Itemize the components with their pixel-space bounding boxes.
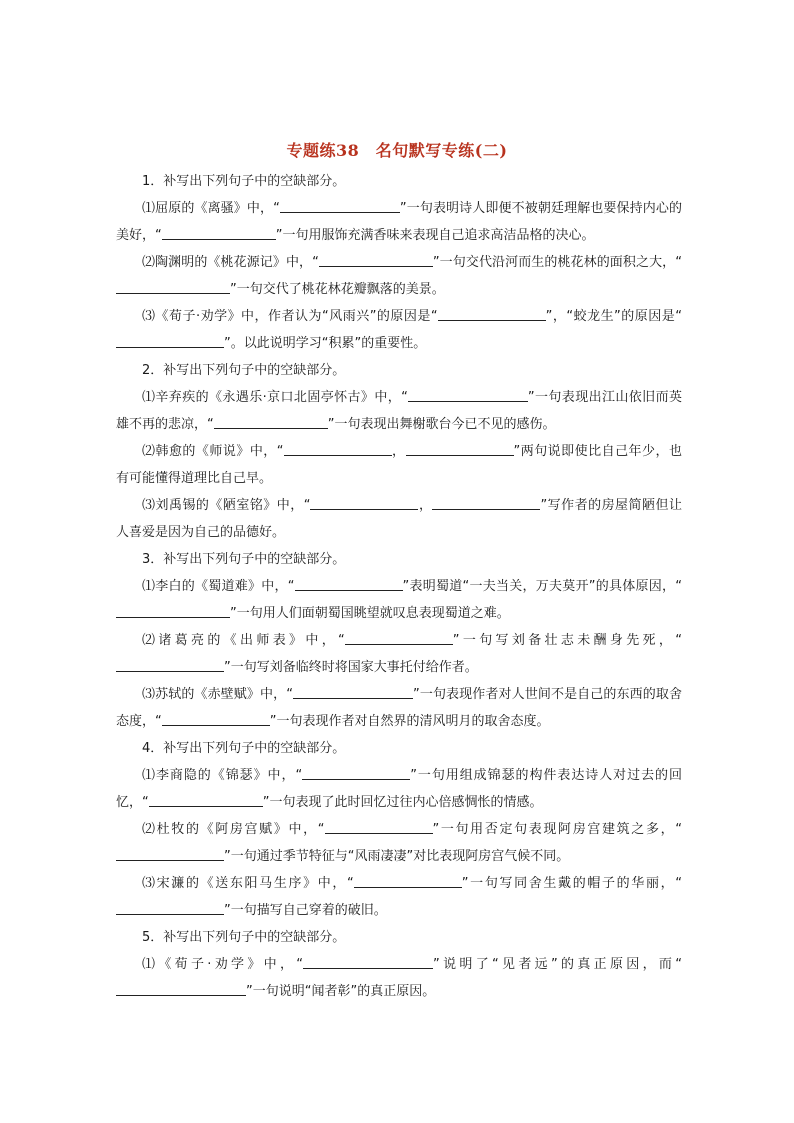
- answer-blank[interactable]: [116, 603, 230, 618]
- answer-blank[interactable]: [432, 495, 540, 510]
- question-text: ”一句描写自己穿着的破旧。: [224, 903, 387, 918]
- question-item: [116, 384, 682, 438]
- question-text: ”。以此说明学习“积累”的重要性。: [224, 336, 427, 351]
- answer-blank[interactable]: [116, 846, 224, 861]
- question-text: ⑶《荀子·劝学》中，作者认为“风雨兴”的原因是“: [142, 309, 438, 324]
- question-text: ”一句用人们面朝蜀国眺望就叹息表现蜀道之难。: [230, 606, 510, 621]
- answer-blank[interactable]: [116, 657, 224, 672]
- question-item: [116, 195, 682, 249]
- question-text: ”两句说即使比自己年少，也有可能懂得道理比自己早。: [116, 444, 682, 486]
- question-text: ”一句表现出舞榭歌台今已不见的感伤。: [327, 417, 556, 432]
- question-heading: 2．补写出下列句子中的空缺部分。: [142, 363, 346, 378]
- question-text: ”说明了“见者远”的真正原因，而“: [433, 957, 682, 972]
- question-item: [116, 762, 682, 816]
- answer-blank[interactable]: [162, 225, 276, 240]
- answer-blank[interactable]: [214, 414, 328, 429]
- answer-blank[interactable]: [310, 495, 418, 510]
- question-text: ”一句表现了此时回忆过往内心倍感惆怅的情感。: [262, 795, 543, 810]
- question-text: ”一句通过季节特征与“风雨凄凄”对比表现阿房宫气候不同。: [224, 849, 570, 864]
- worksheet-content: [116, 168, 682, 1005]
- answer-blank[interactable]: [280, 198, 400, 213]
- answer-blank[interactable]: [345, 630, 453, 645]
- question-item: [116, 681, 682, 735]
- question-text: ⑶苏轼的《赤壁赋》中，“: [142, 687, 293, 702]
- question-text: ”一句用服饰充满香味来表现自己追求高洁品格的决心。: [275, 228, 595, 243]
- question-heading: 1．补写出下列句子中的空缺部分。: [142, 174, 346, 189]
- question-item: [116, 303, 682, 357]
- question-text: ⑵杜牧的《阿房宫赋》中，“: [142, 822, 325, 837]
- question-item: [116, 492, 682, 546]
- question-text: ”，“蛟龙生”的原因是“: [545, 309, 682, 324]
- question-text: ”一句写同舍生戴的帽子的华丽，“: [461, 876, 682, 891]
- question-item: [116, 573, 682, 627]
- answer-blank[interactable]: [295, 576, 403, 591]
- question-text: ⑵陶渊明的《桃花源记》中，“: [142, 255, 319, 270]
- question-text: ”一句说明“闻者彰”的真正原因。: [246, 984, 436, 999]
- question-text: ”一句表现作者对人世间不是自己的东西的取舍态度，“: [116, 687, 682, 729]
- question-text: ”一句表现作者对自然界的清风明月的取舍态度。: [269, 714, 550, 729]
- question-text: ”一句写刘备临终时将国家大事托付给作者。: [224, 660, 478, 675]
- question-text: ”一句表现出江山依旧而英雄不再的悲凉，“: [116, 390, 682, 432]
- question-item: [116, 816, 682, 870]
- answer-blank[interactable]: [325, 819, 433, 834]
- question-item: [116, 951, 682, 1005]
- answer-blank[interactable]: [116, 981, 246, 996]
- question-text: ，: [391, 444, 406, 459]
- question-text: ⑴屈原的《离骚》中，“: [142, 201, 280, 216]
- question-heading: 4．补写出下列句子中的空缺部分。: [142, 741, 346, 756]
- question-text: ⑴辛弃疾的《永遇乐·京口北固亭怀古》中，“: [142, 390, 408, 405]
- answer-blank[interactable]: [302, 765, 410, 780]
- question-text: ⑵韩愈的《师说》中，“: [142, 444, 284, 459]
- question-text: ⑴李白的《蜀道难》中，“: [142, 579, 295, 594]
- question-text: ”写作者的房屋简陋但让人喜爱是因为自己的品德好。: [116, 498, 682, 540]
- question-heading: 3．补写出下列句子中的空缺部分。: [142, 552, 346, 567]
- answer-blank[interactable]: [408, 387, 528, 402]
- answer-blank[interactable]: [149, 792, 263, 807]
- question-text: ⑵诸葛亮的《出师表》中，“: [142, 633, 345, 648]
- answer-blank[interactable]: [438, 306, 546, 321]
- question-text: ⑴李商隐的《锦瑟》中，“: [142, 768, 303, 783]
- question-item: [116, 249, 682, 303]
- question-text: ”一句表明诗人即便不被朝廷理解也要保持内心的美好，“: [116, 201, 682, 243]
- question-text: ”一句写刘备壮志未酬身先死，“: [452, 633, 682, 648]
- question-text: ”一句用否定句表现阿房宫建筑之多，“: [432, 822, 682, 837]
- answer-blank[interactable]: [406, 441, 514, 456]
- answer-blank[interactable]: [162, 711, 270, 726]
- answer-blank[interactable]: [116, 279, 230, 294]
- question-item: [116, 627, 682, 681]
- question-text: ”表明蜀道“一夫当关，万夫莫开”的具体原因，“: [402, 579, 682, 594]
- question-text: ”一句交代了桃花林花瓣飘落的美景。: [230, 282, 445, 297]
- answer-blank[interactable]: [284, 441, 392, 456]
- answer-blank[interactable]: [354, 873, 462, 888]
- answer-blank[interactable]: [116, 900, 224, 915]
- question-item: [116, 870, 682, 924]
- answer-blank[interactable]: [303, 954, 433, 969]
- page-title: 专题练38 名句默写专练(二): [286, 141, 508, 160]
- answer-blank[interactable]: [293, 684, 413, 699]
- answer-blank[interactable]: [116, 333, 224, 348]
- question-text: ”一句用组成锦瑟的构件表达诗人对过去的回忆，“: [116, 768, 682, 810]
- question-text: ，: [418, 498, 433, 513]
- question-text: ⑶宋濂的《送东阳马生序》中，“: [142, 876, 354, 891]
- question-text: ”一句交代沿河而生的桃花林的面积之大，“: [432, 255, 682, 270]
- question-text: ⑴《荀子·劝学》中，“: [142, 957, 304, 972]
- question-item: [116, 438, 682, 492]
- answer-blank[interactable]: [319, 252, 433, 267]
- question-text: ⑶刘禹锡的《陋室铭》中，“: [142, 498, 311, 513]
- question-heading: 5．补写出下列句子中的空缺部分。: [142, 930, 346, 945]
